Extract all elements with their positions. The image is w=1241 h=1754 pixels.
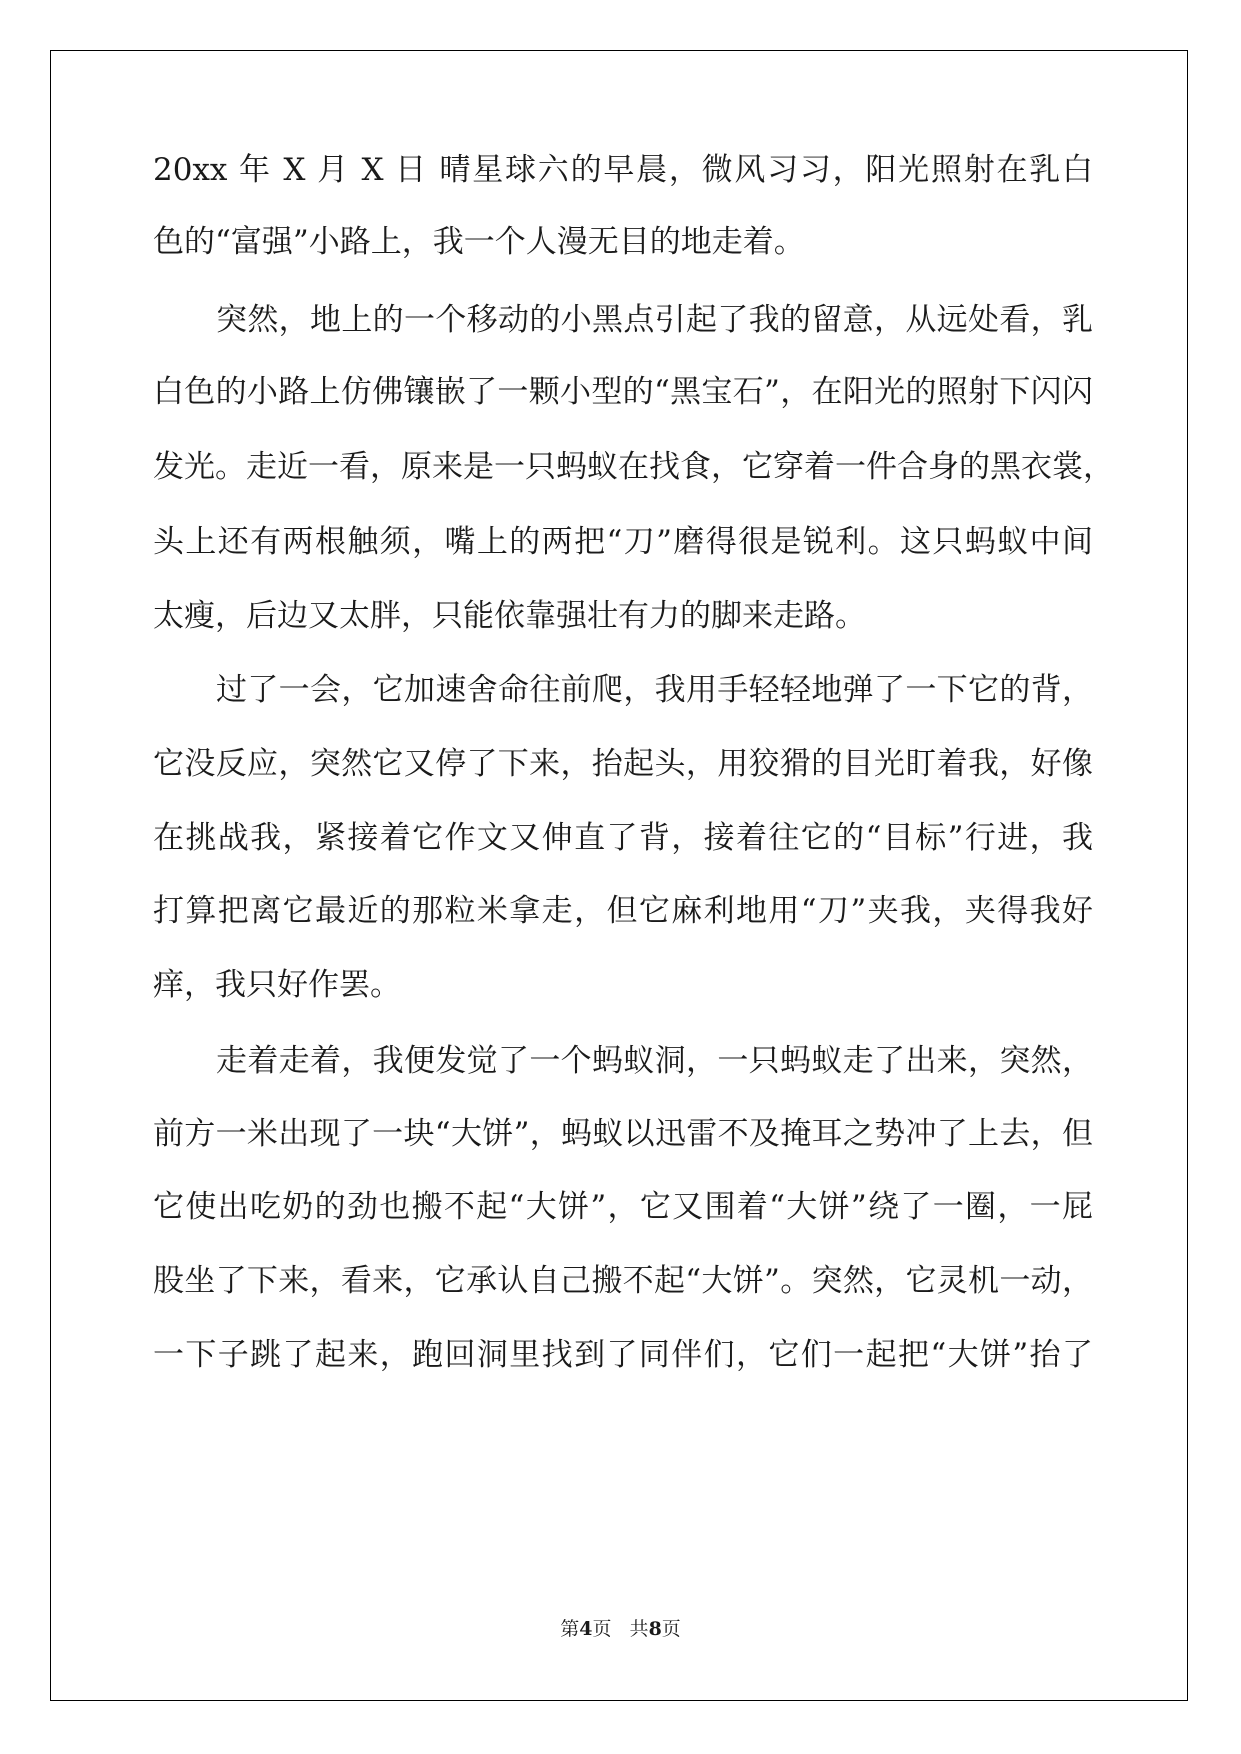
total-pages-number: 8 [648, 1618, 662, 1640]
body-line: 突然，地上的一个移动的小黑点引起了我的留意，从远处看，乳 [216, 302, 1093, 338]
body-line: 它使出吃奶的劲也搬不起“大饼”，它又围着“大饼”绕了一圈，一屁 [153, 1189, 1093, 1225]
body-line: 打算把离它最近的那粒米拿走，但它麻利地用“刀”夹我，夹得我好 [153, 893, 1093, 929]
current-page-number: 4 [579, 1618, 593, 1640]
body-line: 发光。走近一看，原来是一只蚂蚁在找食，它穿着一件合身的黑衣裳， [153, 449, 1114, 485]
body-line: 过了一会，它加速舍命往前爬，我用手轻轻地弹了一下它的背， [216, 672, 1093, 708]
body-line: 痒，我只好作罢。 [153, 967, 401, 1003]
footer-suffix: 页 [661, 1618, 681, 1640]
footer-prefix: 第 [560, 1618, 580, 1640]
body-line: 白色的小路上仿佛镶嵌了一颗小型的“黑宝石”，在阳光的照射下闪闪 [153, 374, 1093, 410]
body-line: 20xx 年 X 月 X 日 晴星球六的早晨，微风习习，阳光照射在乳白 [153, 152, 1093, 188]
page-number-footer [0, 1614, 1241, 1641]
page-border [50, 50, 1188, 1701]
body-line: 在挑战我，紧接着它作文又伸直了背，接着往它的“目标”行进，我 [153, 820, 1093, 856]
body-line: 太瘦，后边又太胖，只能依靠强壮有力的脚来走路。 [153, 598, 866, 634]
body-line: 股坐了下来，看来，它承认自己搬不起“大饼”。突然，它灵机一动， [153, 1263, 1093, 1299]
body-line: 它没反应，突然它又停了下来，抬起头，用狡猾的目光盯着我，好像 [153, 746, 1093, 782]
body-line: 一下子跳了起来，跑回洞里找到了同伴们，它们一起把“大饼”抬了 [153, 1337, 1093, 1373]
body-line: 走着走着，我便发觉了一个蚂蚁洞，一只蚂蚁走了出来，突然， [216, 1043, 1093, 1079]
body-line: 前方一米出现了一块“大饼”，蚂蚁以迅雷不及掩耳之势冲了上去，但 [153, 1116, 1093, 1152]
body-line: 色的“富强”小路上，我一个人漫无目的地走着。 [153, 224, 805, 260]
body-line: 头上还有两根触须，嘴上的两把“刀”磨得很是锐利。这只蚂蚁中间 [153, 524, 1093, 560]
footer-mid: 页 共 [592, 1618, 649, 1640]
